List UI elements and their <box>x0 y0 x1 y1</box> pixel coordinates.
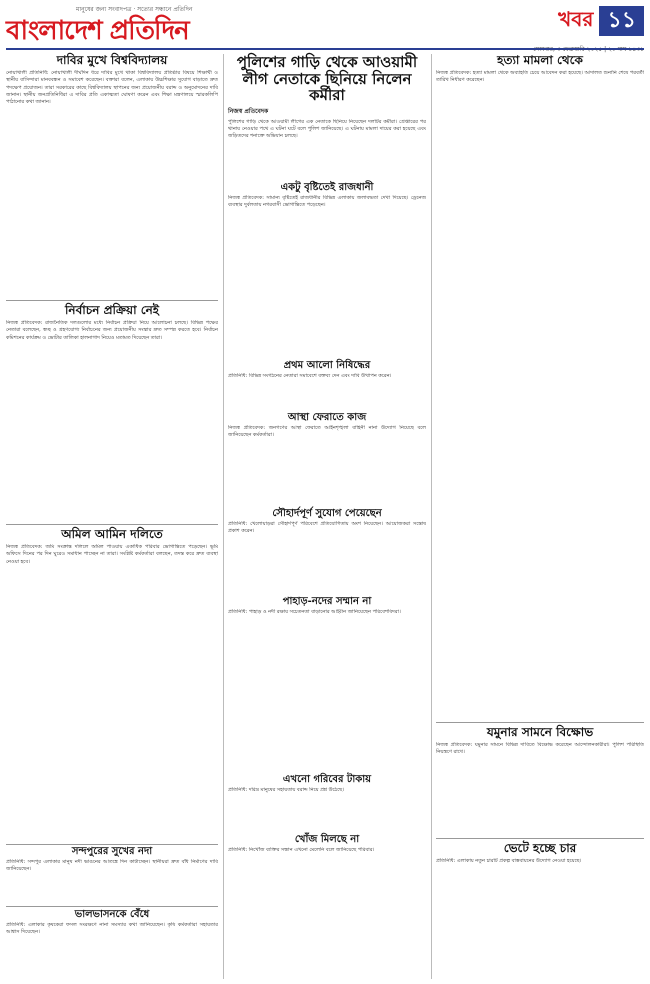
headline: সৌহার্দপূর্ণ সুযোগ পেয়েছেন <box>272 508 382 519</box>
byline: নিজস্ব প্রতিবেদক <box>228 107 269 115</box>
article-body: নিজস্ব প্রতিবেদক: জনগণের আস্থা ফেরাতে আইনশৃঙ্খলা বাহিনী নানা উদ্যোগ নিয়েছে বলে জানিয়েছেন কর্মকর্তারা। <box>228 425 426 439</box>
article-a3[interactable] <box>6 528 218 842</box>
article-a5[interactable] <box>6 909 218 980</box>
article-body: প্রতিনিধি: নিখোঁজ ব্যক্তির সন্ধান এখনো মেলেনি বলে জানিয়েছে পরিবার। <box>228 847 375 853</box>
headline: অমিল আমিন দলিতে <box>61 527 163 541</box>
article-body: নিজস্ব প্রতিবেদক: রাজনৈতিক দলগুলোর মধ্যে নির্বাচন প্রক্রিয়া নিয়ে আলোচনা চলছে। বিভিন্ন পক্ষের নেতারা বলেছেন, স্বচ্ছ ও গ্রহণযোগ্য নির্বাচনের জন্য প্রয়োজনীয় সংস্কার দ্রুত সম্পন্ন করতে হবে। নির্বাচন কমিশনের কার্যক্রম ও ভোটার তালিকা হালনাগাদ নিয়েও মতামত দিয়েছেন তারা। <box>6 320 218 341</box>
headline: নির্বাচন প্রক্রিয়া নেই <box>65 303 159 317</box>
column-rule <box>431 54 432 979</box>
tagline: মানুষের জন্য সংবাদপত্র · সত্যের সন্ধানে প্রতিদিন <box>76 6 193 13</box>
article-body: প্রতিনিধি: এলাকার কৃষকেরা ফসল সংরক্ষণে নানা সমস্যার কথা জানিয়েছেন। কৃষি কর্মকর্তারা সহায়তার আশ্বাস দিয়েছেন। <box>6 922 218 936</box>
headline: পাহাড়-নদের সম্মান না <box>282 596 372 607</box>
article-c1[interactable] <box>436 54 644 720</box>
article-lead[interactable] <box>228 54 426 199</box>
divider <box>436 722 644 723</box>
article-body: নিজস্ব প্রতিবেদক: যমুনার সামনে বিভিন্ন দাবিতে বিক্ষোভ করেছেন আন্দোলনকারীরা। পুলিশ পরিস্থিতি নিয়ন্ত্রণে রাখে। <box>436 742 644 756</box>
section-header <box>558 6 644 36</box>
article-body: প্রতিনিধি: সন্দপুর এলাকার মানুষ নদী ভাঙনের আতঙ্কে দিন কাটাচ্ছেন। স্থানীয়রা দ্রুত বাঁধ নির্মাণের দাবি জানিয়েছেন। <box>6 859 218 873</box>
divider <box>436 838 644 839</box>
newspaper-logo[interactable] <box>6 4 306 46</box>
divider <box>6 524 218 525</box>
article-body: প্রতিনিধি: দরিদ্র মানুষের সহায়তায় বরাদ্দ নিয়ে প্রশ্ন উঠেছে। <box>228 787 345 793</box>
article-body: প্রতিনিধি: বিভিন্ন সংগঠনের নেতারা সমাবেশে বক্তব্য দেন এবং দাবি উত্থাপন করেন। <box>228 373 392 379</box>
article-b1[interactable] <box>228 182 426 355</box>
headline: একটু বৃষ্টিতেই রাজধানী <box>280 182 374 193</box>
article-b2[interactable] <box>228 360 426 403</box>
article-b3[interactable] <box>228 412 426 507</box>
article-body: নিজস্ব প্রতিবেদক: সামান্য বৃষ্টিতেই রাজধানীর বিভিন্ন এলাকায় জলাবদ্ধতা দেখা দিয়েছে। ড্রেনেজ ব্যবস্থার দুর্বলতায় নগরবাসী ভোগান্তিতে পড়েছেন। <box>228 195 426 209</box>
article-body: নোয়াখালী প্রতিনিধি: নোয়াখালী দীর্ঘদিন ধরে দাবির মুখে থাকা বিশ্ববিদ্যালয় প্রতিষ্ঠার বিষয়ে শিক্ষার্থী ও স্থানীয় বাসিন্দারা মানববন্ধন ও সমাবেশ করেছেন। বক্তারা বলেন, এলাকায় উচ্চশিক্ষার সুযোগ বাড়াতে দ্রুত পদক্ষেপ প্রয়োজন। তারা সরকারের কাছে বিশ্ববিদ্যালয় স্থাপনের জন্য প্রয়োজনীয় বরাদ্দ ও অনুমোদনের দাবি জানান। স্থানীয় জনপ্রতিনিধিরা এ দাবির প্রতি একাত্মতা ঘোষণা করেন এবং শিক্ষা মন্ত্রণালয়ে স্মারকলিপি পাঠানোর কথা জানান। <box>6 70 218 105</box>
article-body: প্রতিনিধি: খেলোয়াড়রা সৌহার্দপূর্ণ পরিবেশে প্রতিযোগিতায় অংশ নিয়েছেন। আয়োজকরা সন্তোষ প্রকাশ করেন। <box>228 521 426 535</box>
headline: হত্যা মামলা থেকে <box>497 53 583 67</box>
article-b6[interactable] <box>228 774 426 827</box>
headline: পুলিশের গাড়ি থেকে আওয়ামী লীগ নেতাকে ছিনিয়ে নিলেন কর্মীরা <box>236 53 418 104</box>
article-b5[interactable] <box>228 596 426 765</box>
article-body: পুলিশের গাড়ি থেকে আওয়ামী লীগের এক নেতাকে ছিনিয়ে নিয়েছেন দলটির কর্মীরা। গ্রেপ্তারের পর থানায় নেওয়ার পথে এ ঘটনা ঘটে বলে পুলিশ জানিয়েছে। এ ঘটনায় মামলা দায়ের করা হয়েছে এবং জড়িতদের শনাক্তে অভিযান চলছে। <box>228 118 426 139</box>
section-label: খবর <box>558 6 594 31</box>
article-body: নিজস্ব প্রতিবেদক: হত্যা মামলা থেকে অব্যাহতি চেয়ে আবেদন করা হয়েছে। আদালত শুনানি শেষে পরবর্তী তারিখ নির্ধারণ করেছেন। <box>436 70 644 84</box>
header-rule <box>6 48 644 50</box>
article-body: প্রতিনিধি: পাহাড় ও নদী রক্ষায় সচেতনতা বাড়ানোর আহ্বান জানিয়েছেন পরিবেশবিদরা। <box>228 609 401 615</box>
article-c2[interactable] <box>436 726 644 837</box>
article-body: প্রতিনিধি: এলাকায় নতুন চারটি প্রকল্প বাস্তবায়নের উদ্যোগ নেওয়া হয়েছে। <box>436 858 582 865</box>
page-number: ১১ <box>599 6 644 36</box>
newspaper-name: বাংলাদেশ প্রতিদিন <box>6 16 189 46</box>
headline: খোঁজ মিলছে না <box>294 834 360 845</box>
divider <box>6 906 218 907</box>
headline: সন্দপুরের সুখের নদা <box>71 846 153 857</box>
headline: দাবির মুখে বিশ্ববিদ্যালয় <box>56 53 168 67</box>
headline: ভালভাসনকে বেঁধে <box>74 909 150 920</box>
headline: আস্থা ফেরাতে কাজ <box>287 412 367 423</box>
headline: প্রথম আলো নিষিদ্ধের <box>283 360 371 371</box>
article-b4[interactable] <box>228 508 426 581</box>
headline: ভেটে হচ্ছে চার <box>503 841 577 855</box>
article-a2[interactable] <box>6 304 218 520</box>
article-body: নিজস্ব প্রতিবেদক: জমি সংক্রান্ত দলিলে অমিল পাওয়ায় একাধিক পরিবার ভোগান্তিতে পড়েছেন। ভূমি অফিসে দিনের পর দিন ঘুরেও সমাধান পাচ্ছেন না তারা। সংশ্লিষ্ট কর্মকর্তারা বলছেন, তদন্ত করে দ্রুত ব্যবস্থা নেওয়া হবে। <box>6 544 218 565</box>
column-rule <box>223 54 224 979</box>
article-c3[interactable] <box>436 842 644 980</box>
divider <box>6 300 218 301</box>
headline: এখনো গরিবের টাকায় <box>282 774 372 785</box>
article-a4[interactable] <box>6 846 218 899</box>
article-b7[interactable] <box>228 834 426 977</box>
masthead <box>6 4 644 46</box>
headline: যমুনার সামনে বিক্ষোভ <box>486 725 594 739</box>
article-a1[interactable] <box>6 54 218 295</box>
divider <box>6 844 218 845</box>
